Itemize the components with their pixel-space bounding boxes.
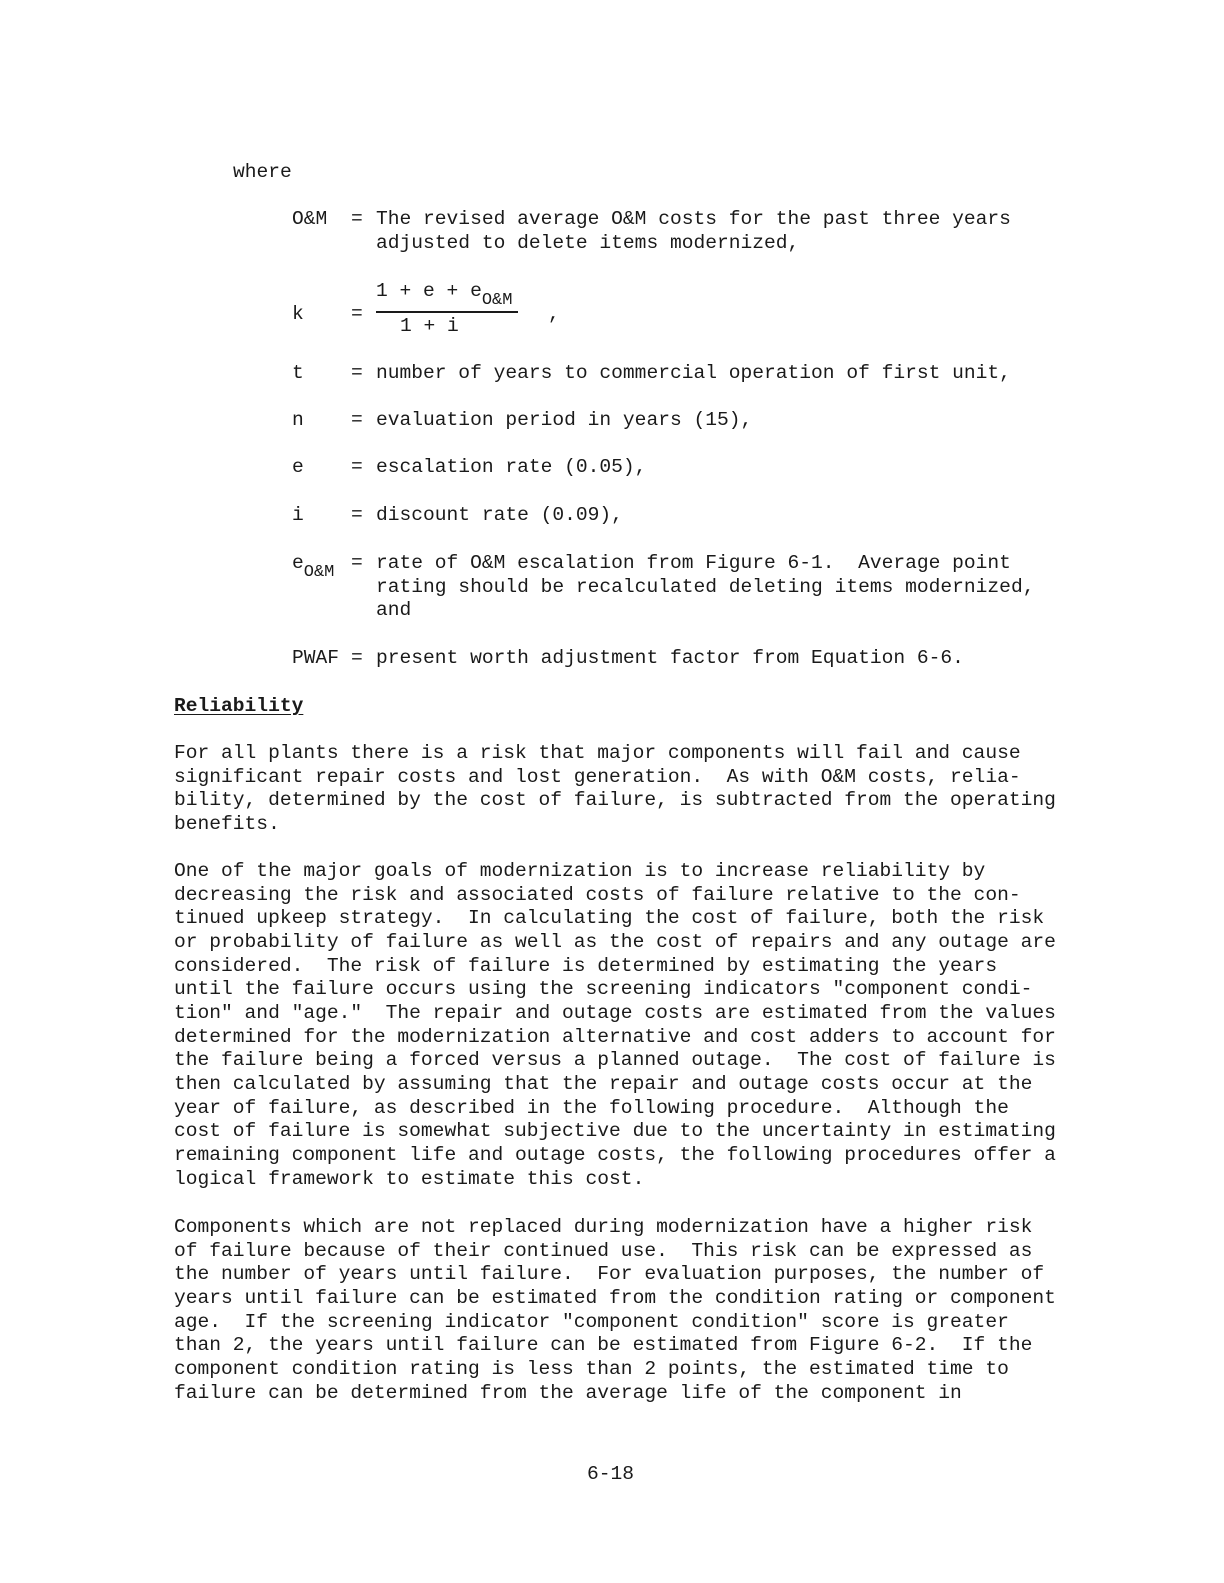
paragraph-2 — [174, 860, 1074, 1191]
text-line: remaining component life and outage costs, the following procedures offer a — [174, 1143, 1056, 1166]
paragraph-1 — [174, 742, 1074, 837]
definition-term: i — [292, 504, 304, 526]
text-line: logical framework to estimate this cost. — [174, 1167, 645, 1190]
equals-sign: = — [351, 303, 363, 325]
definition-term: eO&M — [292, 552, 335, 582]
equals-sign: = — [351, 409, 363, 431]
text-line: One of the major goals of modernization is to increase reliability by — [174, 860, 986, 882]
where-label: where — [233, 161, 292, 183]
definition-term: n — [292, 409, 304, 431]
definition-text: rate of O&M escalation from Figure 6-1. Average point rating should be recalculated deleting items modernized, and — [376, 552, 1035, 621]
definition-term: PWAF — [292, 647, 340, 669]
equals-sign: = — [351, 647, 363, 669]
equals-sign: = — [351, 504, 363, 526]
text-line: until the failure occurs using the screening indicators "component condi- — [174, 978, 1033, 1001]
equals-sign: = — [351, 552, 363, 574]
text-line: age. If the screening indicator "component condition" score is greater — [174, 1310, 1009, 1333]
text-line: the failure being a forced versus a planned outage. The cost of failure is — [174, 1049, 1056, 1072]
text-line: significant repair costs and lost generation. As with O&M costs, relia- — [174, 765, 1021, 788]
text-line: then calculated by assuming that the repair and outage costs occur at the — [174, 1072, 1033, 1095]
section-heading: Reliability — [174, 695, 304, 717]
definition-text: discount rate (0.09), — [376, 504, 623, 526]
text-line: determined for the modernization alternative and cost adders to account for — [174, 1025, 1056, 1048]
text-line: decreasing the risk and associated costs of failure relative to the con- — [174, 883, 1021, 906]
text-line: tinued upkeep strategy. In calculating the cost of failure, both the risk — [174, 907, 1045, 930]
text-line: the number of years until failure. For evaluation purposes, the number of — [174, 1263, 1045, 1286]
text-line: of failure because of their continued use. This risk can be expressed as — [174, 1239, 1033, 1262]
text-line: For all plants there is a risk that major components will fail and cause — [174, 742, 1021, 764]
equals-sign: = — [351, 362, 363, 384]
text-line: bility, determined by the cost of failure, is subtracted from the operating — [174, 789, 1056, 812]
fraction-bar — [376, 311, 518, 313]
paragraph-3 — [174, 1216, 1074, 1405]
definition-term: k — [292, 303, 304, 325]
text-line: year of failure, as described in the following procedure. Although the — [174, 1096, 1009, 1119]
text-line: or probability of failure as well as the cost of repairs and any outage are — [174, 930, 1056, 953]
equals-sign: = — [351, 208, 363, 230]
definition-text: escalation rate (0.05), — [376, 456, 647, 478]
fraction-comma: , — [548, 303, 560, 325]
definition-text: The revised average O&M costs for the past three years adjusted to delete items modernized, — [376, 208, 1011, 254]
definition-text: number of years to commercial operation of first unit, — [376, 362, 1011, 384]
text-line: failure can be determined from the average life of the component in — [174, 1381, 962, 1404]
text-line: cost of failure is somewhat subjective due to the uncertainty in estimating — [174, 1120, 1056, 1143]
text-line: benefits. — [174, 812, 280, 835]
text-line: years until failure can be estimated from the condition rating or component — [174, 1286, 1056, 1309]
equals-sign: = — [351, 456, 363, 478]
text-line: component condition rating is less than 2 points, the estimated time to — [174, 1357, 1009, 1380]
text-line: considered. The risk of failure is determined by estimating the years — [174, 954, 998, 977]
definition-term: t — [292, 362, 304, 384]
definition-text: present worth adjustment factor from Equation 6-6. — [376, 647, 964, 669]
text-line: tion" and "age." The repair and outage costs are estimated from the values — [174, 1001, 1056, 1024]
definition-text: evaluation period in years (15), — [376, 409, 753, 431]
text-line: Components which are not replaced during modernization have a higher risk — [174, 1216, 1033, 1238]
fraction-numerator: 1 + e + eO&M — [376, 280, 513, 310]
text-line: than 2, the years until failure can be estimated from Figure 6-2. If the — [174, 1334, 1033, 1357]
page-number: 6-18 — [587, 1463, 635, 1485]
definition-term: O&M — [292, 208, 328, 230]
fraction-denominator: 1 + i — [400, 315, 459, 337]
definition-term: e — [292, 456, 304, 478]
